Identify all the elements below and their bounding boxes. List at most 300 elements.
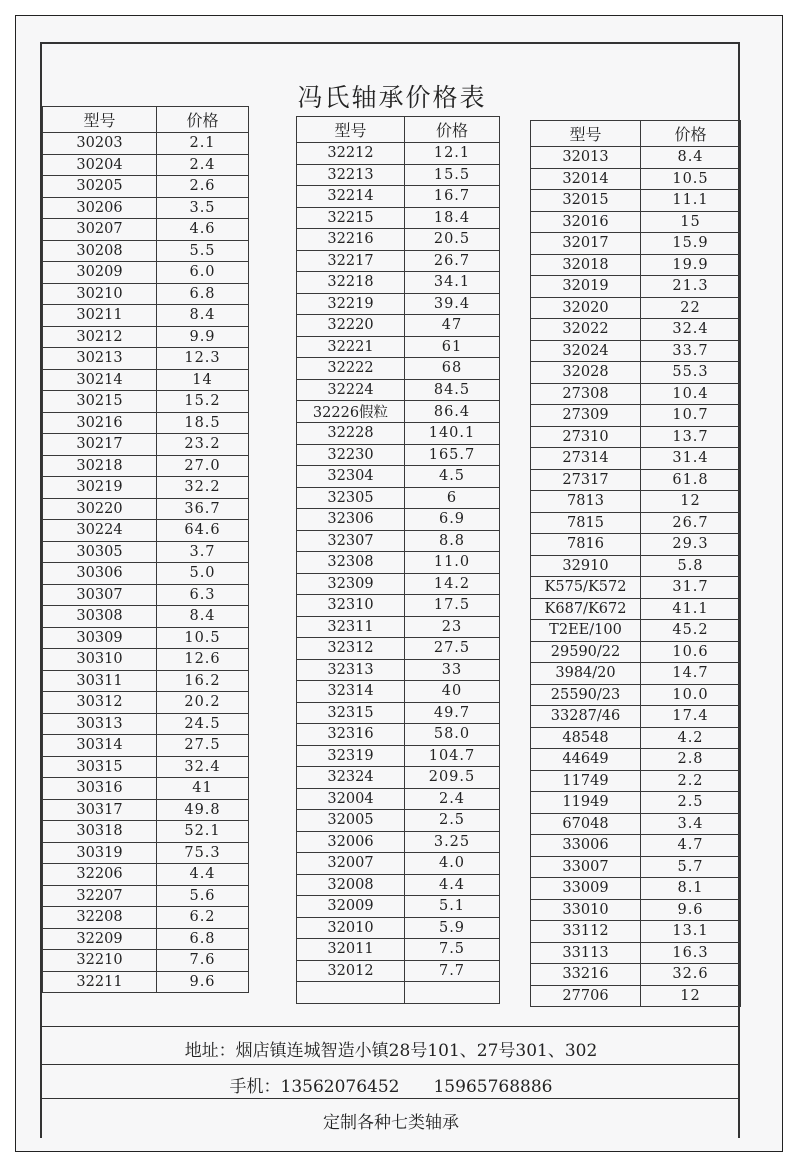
- page-title: 冯氏轴承价格表: [297, 83, 487, 112]
- model-cell: 30203: [43, 133, 157, 155]
- model-cell: 32316: [297, 724, 405, 746]
- table-row: [43, 821, 249, 843]
- table-row: [297, 595, 500, 617]
- table-row: [531, 340, 741, 362]
- model-cell: 30212: [43, 326, 157, 348]
- table-row: [297, 681, 500, 703]
- table-row: [531, 190, 741, 212]
- price-cell: 14: [157, 369, 249, 391]
- model-cell: K687/K672: [531, 598, 641, 620]
- model-cell: 32019: [531, 276, 641, 298]
- model-cell: 30319: [43, 842, 157, 864]
- model-cell: 32207: [43, 885, 157, 907]
- price-cell: 10.6: [641, 641, 741, 663]
- price-cell: 19.9: [641, 254, 741, 276]
- model-cell: 32319: [297, 745, 405, 767]
- price-cell: 10.7: [641, 405, 741, 427]
- price-cell: 20.5: [405, 229, 500, 251]
- model-cell: 30209: [43, 262, 157, 284]
- price-cell: 31.4: [641, 448, 741, 470]
- table-row: [297, 767, 500, 789]
- table-row: [297, 573, 500, 595]
- table-row: [297, 939, 500, 961]
- price-cell: 4.7: [641, 835, 741, 857]
- price-cell: 9.6: [641, 899, 741, 921]
- model-cell: 30211: [43, 305, 157, 327]
- model-cell: 32304: [297, 466, 405, 488]
- table-row: [531, 362, 741, 384]
- price-cell: 4.6: [157, 219, 249, 241]
- model-cell: 32210: [43, 950, 157, 972]
- model-cell: 27706: [531, 985, 641, 1007]
- price-cell: 34.1: [405, 272, 500, 294]
- price-cell: 2.4: [405, 788, 500, 810]
- table-row: [297, 917, 500, 939]
- model-cell: 32004: [297, 788, 405, 810]
- table-row: [297, 423, 500, 445]
- price-cell: 5.9: [405, 917, 500, 939]
- price-cell: 23.2: [157, 434, 249, 456]
- price-cell: 6.9: [405, 509, 500, 531]
- price-cell: 6.3: [157, 584, 249, 606]
- divider: [42, 1064, 740, 1065]
- price-cell: 2.8: [641, 749, 741, 771]
- model-cell: 32007: [297, 853, 405, 875]
- table-row: [43, 369, 249, 391]
- table-row: [43, 154, 249, 176]
- table-row: [43, 520, 249, 542]
- table-row: [531, 942, 741, 964]
- price-cell: 10.5: [641, 168, 741, 190]
- table-row: [43, 412, 249, 434]
- price-cell: 36.7: [157, 498, 249, 520]
- table-row: [297, 186, 500, 208]
- table-row: [297, 616, 500, 638]
- price-cell: 27.0: [157, 455, 249, 477]
- table-row: [43, 928, 249, 950]
- model-cell: 44649: [531, 749, 641, 771]
- table-row: [297, 336, 500, 358]
- table-row: [297, 530, 500, 552]
- column-header-model: 型号: [43, 107, 157, 133]
- price-cell: 14.7: [641, 663, 741, 685]
- table-row: [297, 487, 500, 509]
- model-cell: 30312: [43, 692, 157, 714]
- model-cell: 32018: [531, 254, 641, 276]
- table-row: [43, 498, 249, 520]
- table-row: [43, 799, 249, 821]
- table-row: [297, 810, 500, 832]
- model-cell: 29590/22: [531, 641, 641, 663]
- table-row: [531, 727, 741, 749]
- model-cell: 33009: [531, 878, 641, 900]
- table-row: [43, 692, 249, 714]
- price-cell: 84.5: [405, 379, 500, 401]
- model-cell: 32312: [297, 638, 405, 660]
- model-cell: 32307: [297, 530, 405, 552]
- price-cell: 55.3: [641, 362, 741, 384]
- price-cell: 39.4: [405, 293, 500, 315]
- model-cell: 30218: [43, 455, 157, 477]
- price-cell: 5.8: [641, 555, 741, 577]
- table-row: [297, 831, 500, 853]
- table-row: [43, 670, 249, 692]
- table-row: [43, 477, 249, 499]
- price-cell: 2.5: [405, 810, 500, 832]
- table-row: [43, 305, 249, 327]
- table-row: [43, 907, 249, 929]
- price-cell: 24.5: [157, 713, 249, 735]
- table-row: [43, 584, 249, 606]
- model-cell: 30219: [43, 477, 157, 499]
- price-cell: 6: [405, 487, 500, 509]
- table-row: [43, 434, 249, 456]
- table-row: [531, 663, 741, 685]
- price-cell: 2.1: [157, 133, 249, 155]
- price-cell: 9.9: [157, 326, 249, 348]
- table-row: [297, 272, 500, 294]
- price-cell: 49.8: [157, 799, 249, 821]
- price-cell: 40: [405, 681, 500, 703]
- price-cell: 10.4: [641, 383, 741, 405]
- model-cell: 32315: [297, 702, 405, 724]
- model-cell: 11949: [531, 792, 641, 814]
- price-cell: 11.0: [405, 552, 500, 574]
- price-cell: 2.5: [641, 792, 741, 814]
- model-cell: 32209: [43, 928, 157, 950]
- table-row: [531, 770, 741, 792]
- model-cell: 32022: [531, 319, 641, 341]
- table-row: [531, 534, 741, 556]
- model-cell: 32311: [297, 616, 405, 638]
- table-row: [43, 713, 249, 735]
- table-row: [531, 921, 741, 943]
- model-cell: 30206: [43, 197, 157, 219]
- price-table-3: [530, 120, 741, 1007]
- table-row: [531, 792, 741, 814]
- model-cell: 32206: [43, 864, 157, 886]
- table-row: [531, 749, 741, 771]
- price-cell: 33.7: [641, 340, 741, 362]
- model-cell: 32308: [297, 552, 405, 574]
- table-row: [43, 606, 249, 628]
- table-row: [531, 835, 741, 857]
- model-cell: 32011: [297, 939, 405, 961]
- table-row: [531, 297, 741, 319]
- column-header-price: 价格: [641, 121, 741, 147]
- table-row: [43, 326, 249, 348]
- table-row: [297, 853, 500, 875]
- price-cell: 11.1: [641, 190, 741, 212]
- table-row: [531, 233, 741, 255]
- column-header-model: 型号: [531, 121, 641, 147]
- model-cell: 30217: [43, 434, 157, 456]
- model-cell: 30313: [43, 713, 157, 735]
- divider: [42, 1026, 740, 1027]
- table-row: [43, 627, 249, 649]
- table-row: [531, 598, 741, 620]
- model-cell: T2EE/100: [531, 620, 641, 642]
- model-cell: 32015: [531, 190, 641, 212]
- address-line: 地址：烟店镇连城智造小镇28号101、27号301、302: [184, 1041, 598, 1061]
- model-cell: 30305: [43, 541, 157, 563]
- model-cell: 33112: [531, 921, 641, 943]
- table-row: [531, 684, 741, 706]
- price-cell: 61.8: [641, 469, 741, 491]
- model-cell: 32222: [297, 358, 405, 380]
- model-cell: 30210: [43, 283, 157, 305]
- price-cell: 2.4: [157, 154, 249, 176]
- table-row: [531, 878, 741, 900]
- model-cell: 32008: [297, 874, 405, 896]
- model-cell: 32017: [531, 233, 641, 255]
- price-cell: 12.1: [405, 143, 500, 165]
- price-cell: 15.5: [405, 164, 500, 186]
- model-cell: 25590/23: [531, 684, 641, 706]
- table-row: [43, 262, 249, 284]
- model-cell: 32224: [297, 379, 405, 401]
- model-cell: 30311: [43, 670, 157, 692]
- table-row: [43, 950, 249, 972]
- price-cell: 4.4: [405, 874, 500, 896]
- price-cell: 16.3: [641, 942, 741, 964]
- table-row: [531, 254, 741, 276]
- table-row: [43, 176, 249, 198]
- price-cell: 23: [405, 616, 500, 638]
- table-row: [43, 778, 249, 800]
- price-cell: 26.7: [405, 250, 500, 272]
- model-cell: 32309: [297, 573, 405, 595]
- model-cell: 7813: [531, 491, 641, 513]
- table-row: [297, 358, 500, 380]
- table-row: [43, 563, 249, 585]
- model-cell: 30308: [43, 606, 157, 628]
- price-cell: 22: [641, 297, 741, 319]
- table-row: [531, 856, 741, 878]
- table-row: [531, 168, 741, 190]
- model-cell: 32213: [297, 164, 405, 186]
- price-cell: 5.7: [641, 856, 741, 878]
- price-cell: 14.2: [405, 573, 500, 595]
- model-cell: 32310: [297, 595, 405, 617]
- table-row: [297, 788, 500, 810]
- price-cell: 31.7: [641, 577, 741, 599]
- model-cell: 30314: [43, 735, 157, 757]
- table-row: [531, 147, 741, 169]
- table-row: [531, 383, 741, 405]
- price-cell: 6.8: [157, 283, 249, 305]
- price-cell: 13.7: [641, 426, 741, 448]
- price-cell: 8.4: [157, 305, 249, 327]
- table-row: [297, 315, 500, 337]
- model-cell: 32014: [531, 168, 641, 190]
- price-cell: 17.4: [641, 706, 741, 728]
- price-cell: 15.9: [641, 233, 741, 255]
- model-cell: 33006: [531, 835, 641, 857]
- model-cell: 30204: [43, 154, 157, 176]
- model-cell: 32221: [297, 336, 405, 358]
- table-row: [43, 455, 249, 477]
- table-row: [43, 735, 249, 757]
- table-row: [531, 899, 741, 921]
- model-cell: 48548: [531, 727, 641, 749]
- table-row: [297, 379, 500, 401]
- table-row: [531, 985, 741, 1007]
- model-cell: 32208: [43, 907, 157, 929]
- model-cell: 32212: [297, 143, 405, 165]
- table-row: [43, 864, 249, 886]
- table-row: [297, 745, 500, 767]
- divider: [42, 1098, 740, 1099]
- price-cell: 52.1: [157, 821, 249, 843]
- price-cell: 33: [405, 659, 500, 681]
- table-row: [43, 971, 249, 993]
- model-cell: 30317: [43, 799, 157, 821]
- model-cell: [297, 982, 405, 1004]
- table-row: [531, 211, 741, 233]
- price-table-1: [42, 106, 249, 993]
- price-cell: 10.0: [641, 684, 741, 706]
- model-cell: 3984/20: [531, 663, 641, 685]
- model-cell: 32005: [297, 810, 405, 832]
- model-cell: 33007: [531, 856, 641, 878]
- price-cell: 6.2: [157, 907, 249, 929]
- table-row: [43, 348, 249, 370]
- model-cell: 27309: [531, 405, 641, 427]
- price-cell: 32.2: [157, 477, 249, 499]
- table-row: [297, 702, 500, 724]
- price-cell: 12: [641, 985, 741, 1007]
- model-cell: 33216: [531, 964, 641, 986]
- price-cell: 2.2: [641, 770, 741, 792]
- model-cell: 27310: [531, 426, 641, 448]
- model-cell: 30215: [43, 391, 157, 413]
- model-cell: 32211: [43, 971, 157, 993]
- table-row: [531, 964, 741, 986]
- table-row: [297, 293, 500, 315]
- model-cell: 30224: [43, 520, 157, 542]
- column-header-model: 型号: [297, 117, 405, 143]
- model-cell: 32010: [297, 917, 405, 939]
- model-cell: 32313: [297, 659, 405, 681]
- price-cell: 49.7: [405, 702, 500, 724]
- price-cell: 12.3: [157, 348, 249, 370]
- table-row: [297, 960, 500, 982]
- model-cell: 32314: [297, 681, 405, 703]
- price-cell: 209.5: [405, 767, 500, 789]
- table-row: [531, 641, 741, 663]
- model-cell: 32230: [297, 444, 405, 466]
- table-row: [297, 466, 500, 488]
- model-cell: 32024: [531, 340, 641, 362]
- table-row: [531, 405, 741, 427]
- model-cell: 27314: [531, 448, 641, 470]
- table-row: [297, 896, 500, 918]
- model-cell: 32228: [297, 423, 405, 445]
- price-cell: 8.4: [157, 606, 249, 628]
- table-row: [297, 229, 500, 251]
- price-table-2: [296, 116, 500, 1004]
- model-cell: 33113: [531, 942, 641, 964]
- model-cell: 30220: [43, 498, 157, 520]
- table-row: [531, 276, 741, 298]
- model-cell: 30318: [43, 821, 157, 843]
- price-cell: 29.3: [641, 534, 741, 556]
- model-cell: 27317: [531, 469, 641, 491]
- table-row: [43, 197, 249, 219]
- table-row: [531, 448, 741, 470]
- table-row: [297, 659, 500, 681]
- price-cell: 10.5: [157, 627, 249, 649]
- model-cell: 30316: [43, 778, 157, 800]
- price-cell: 104.7: [405, 745, 500, 767]
- price-cell: 8.1: [641, 878, 741, 900]
- price-cell: 47: [405, 315, 500, 337]
- model-cell: 32219: [297, 293, 405, 315]
- model-cell: 32214: [297, 186, 405, 208]
- model-cell: 30208: [43, 240, 157, 262]
- table-row: [297, 250, 500, 272]
- table-row: [43, 885, 249, 907]
- model-cell: 32305: [297, 487, 405, 509]
- price-cell: 3.5: [157, 197, 249, 219]
- table-row: [43, 283, 249, 305]
- model-cell: 30307: [43, 584, 157, 606]
- model-cell: 32218: [297, 272, 405, 294]
- table-row: [531, 813, 741, 835]
- price-cell: 12.6: [157, 649, 249, 671]
- price-cell: 9.6: [157, 971, 249, 993]
- table-row: [297, 638, 500, 660]
- model-cell: 32226假粒: [297, 401, 405, 423]
- table-row: [43, 240, 249, 262]
- price-cell: 15: [641, 211, 741, 233]
- price-cell: 165.7: [405, 444, 500, 466]
- price-cell: 4.5: [405, 466, 500, 488]
- model-cell: 30309: [43, 627, 157, 649]
- price-cell: 3.25: [405, 831, 500, 853]
- price-cell: 18.5: [157, 412, 249, 434]
- price-cell: 4.2: [641, 727, 741, 749]
- table-row: [297, 982, 500, 1004]
- price-cell: 68: [405, 358, 500, 380]
- slogan-line: 定制各种七类轴承: [323, 1113, 459, 1133]
- model-cell: 32020: [531, 297, 641, 319]
- table-row: [297, 444, 500, 466]
- price-cell: 4.4: [157, 864, 249, 886]
- price-cell: 58.0: [405, 724, 500, 746]
- table-row: [297, 207, 500, 229]
- price-cell: 45.2: [641, 620, 741, 642]
- model-cell: 32012: [297, 960, 405, 982]
- model-cell: 32215: [297, 207, 405, 229]
- price-cell: 6.8: [157, 928, 249, 950]
- price-cell: 12: [641, 491, 741, 513]
- table-row: [531, 555, 741, 577]
- price-cell: 7.6: [157, 950, 249, 972]
- price-cell: 16.7: [405, 186, 500, 208]
- table-row: [297, 552, 500, 574]
- table-row: [297, 509, 500, 531]
- table-row: [531, 426, 741, 448]
- model-cell: 32306: [297, 509, 405, 531]
- model-cell: 30207: [43, 219, 157, 241]
- price-cell: 20.2: [157, 692, 249, 714]
- table-row: [43, 541, 249, 563]
- model-cell: 32009: [297, 896, 405, 918]
- price-cell: 15.2: [157, 391, 249, 413]
- price-cell: 4.0: [405, 853, 500, 875]
